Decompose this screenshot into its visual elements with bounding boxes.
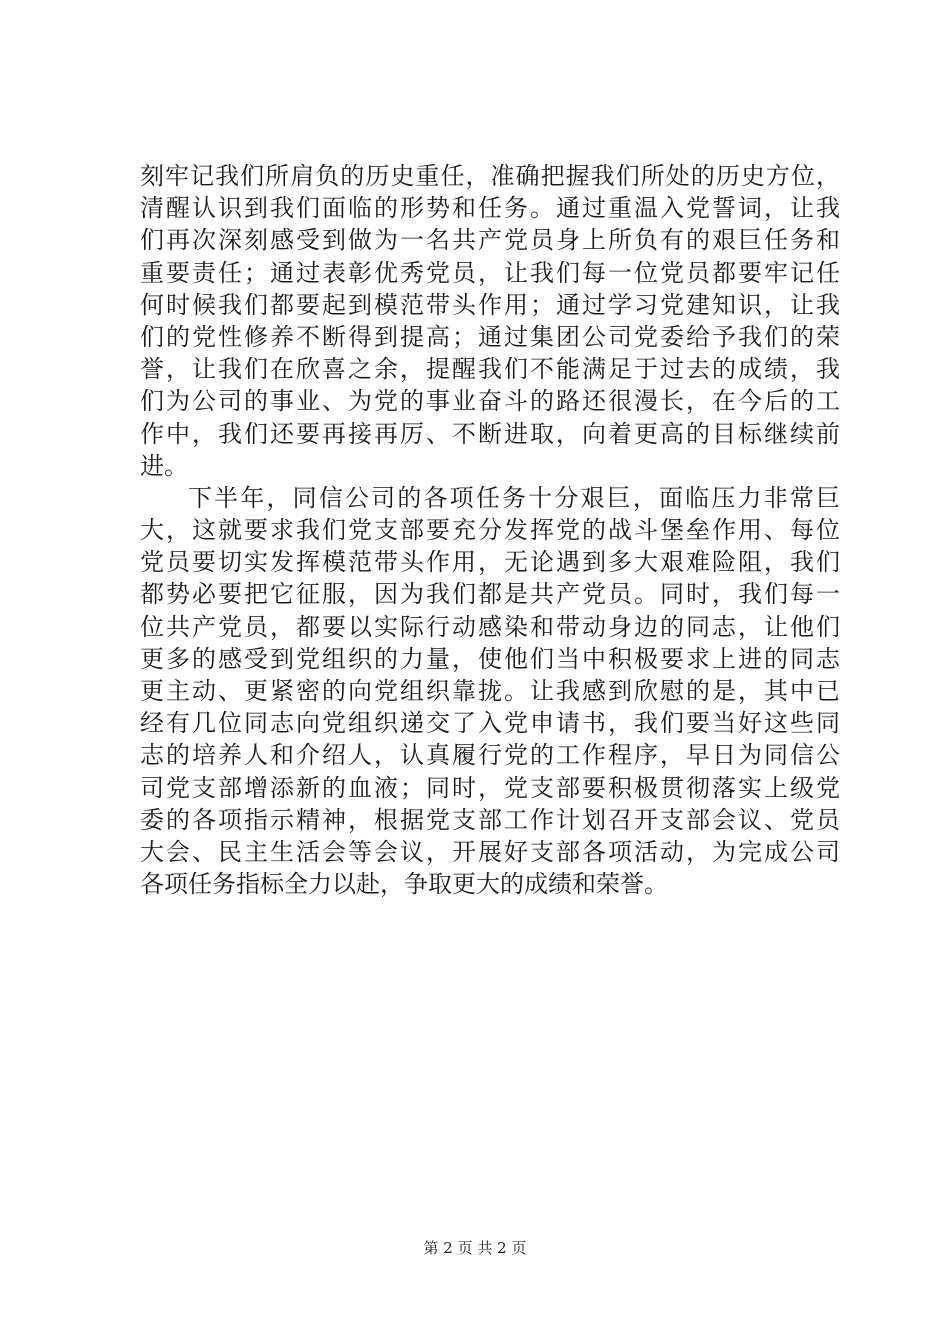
- text-line: 党员要切实发挥模范带头作用，无论遇到多大艰难险阻，我们: [140, 548, 840, 577]
- text-line: 大，这就要求我们党支部要充分发挥党的战斗堡垒作用、每位: [140, 516, 840, 545]
- text-line: 都势必要把它征服，因为我们都是共产党员。同时，我们每一: [140, 580, 840, 609]
- text-line: 位共产党员，都要以实际行动感染和带动身边的同志，让他们: [140, 612, 840, 641]
- text-line: 重要责任；通过表彰优秀党员，让我们每一位党员都要牢记任: [140, 258, 840, 287]
- paragraph-2: [140, 482, 840, 900]
- text-line: 进。: [140, 451, 188, 480]
- text-line: 清醒认识到我们面临的形势和任务。通过重温入党誓词，让我: [140, 194, 840, 223]
- text-line: 更多的感受到党组织的力量，使他们当中积极要求上进的同志: [140, 644, 840, 673]
- text-line: 作中，我们还要再接再厉、不断进取，向着更高的目标继续前: [140, 419, 840, 448]
- text-line: 志的培养人和介绍人，认真履行党的工作程序，早日为同信公: [140, 741, 840, 770]
- paragraph-1: [140, 160, 840, 482]
- text-line: 更主动、更紧密的向党组织靠拢。让我感到欣慰的是，其中已: [140, 677, 840, 705]
- text-line: 们为公司的事业、为党的事业奋斗的路还很漫长，在今后的工: [140, 387, 840, 416]
- text-line: 司党支部增添新的血液；同时，党支部要积极贯彻落实上级党: [140, 773, 840, 802]
- text-line: 各项任务指标全力以赴，争取更大的成绩和荣誉。: [140, 870, 668, 899]
- text-line: 委的各项指示精神，根据党支部工作计划召开支部会议、党员: [140, 805, 840, 834]
- text-line: 大会、民主生活会等会议，开展好支部各项活动，为完成公司: [140, 837, 840, 866]
- document-body: [140, 160, 840, 900]
- text-line: 下半年，同信公司的各项任务十分艰巨，面临压力非常巨: [188, 483, 840, 512]
- text-line: 誉，让我们在欣喜之余，提醒我们不能满足于过去的成绩，我: [140, 355, 840, 384]
- text-line: 何时候我们都要起到模范带头作用；通过学习党建知识，让我: [140, 290, 840, 319]
- text-line: 们的党性修养不断得到提高；通过集团公司党委给予我们的荣: [140, 322, 840, 351]
- text-line: 经有几位同志向党组织递交了入党申请书，我们要当好这些同: [140, 709, 840, 738]
- text-line: 们再次深刻感受到做为一名共产党员身上所负有的艰巨任务和: [140, 226, 840, 255]
- page-footer: 第 2 页 共 2 页: [423, 1239, 527, 1257]
- text-line: 刻牢记我们所肩负的历史重任，准确把握我们所处的历史方位，: [140, 162, 840, 190]
